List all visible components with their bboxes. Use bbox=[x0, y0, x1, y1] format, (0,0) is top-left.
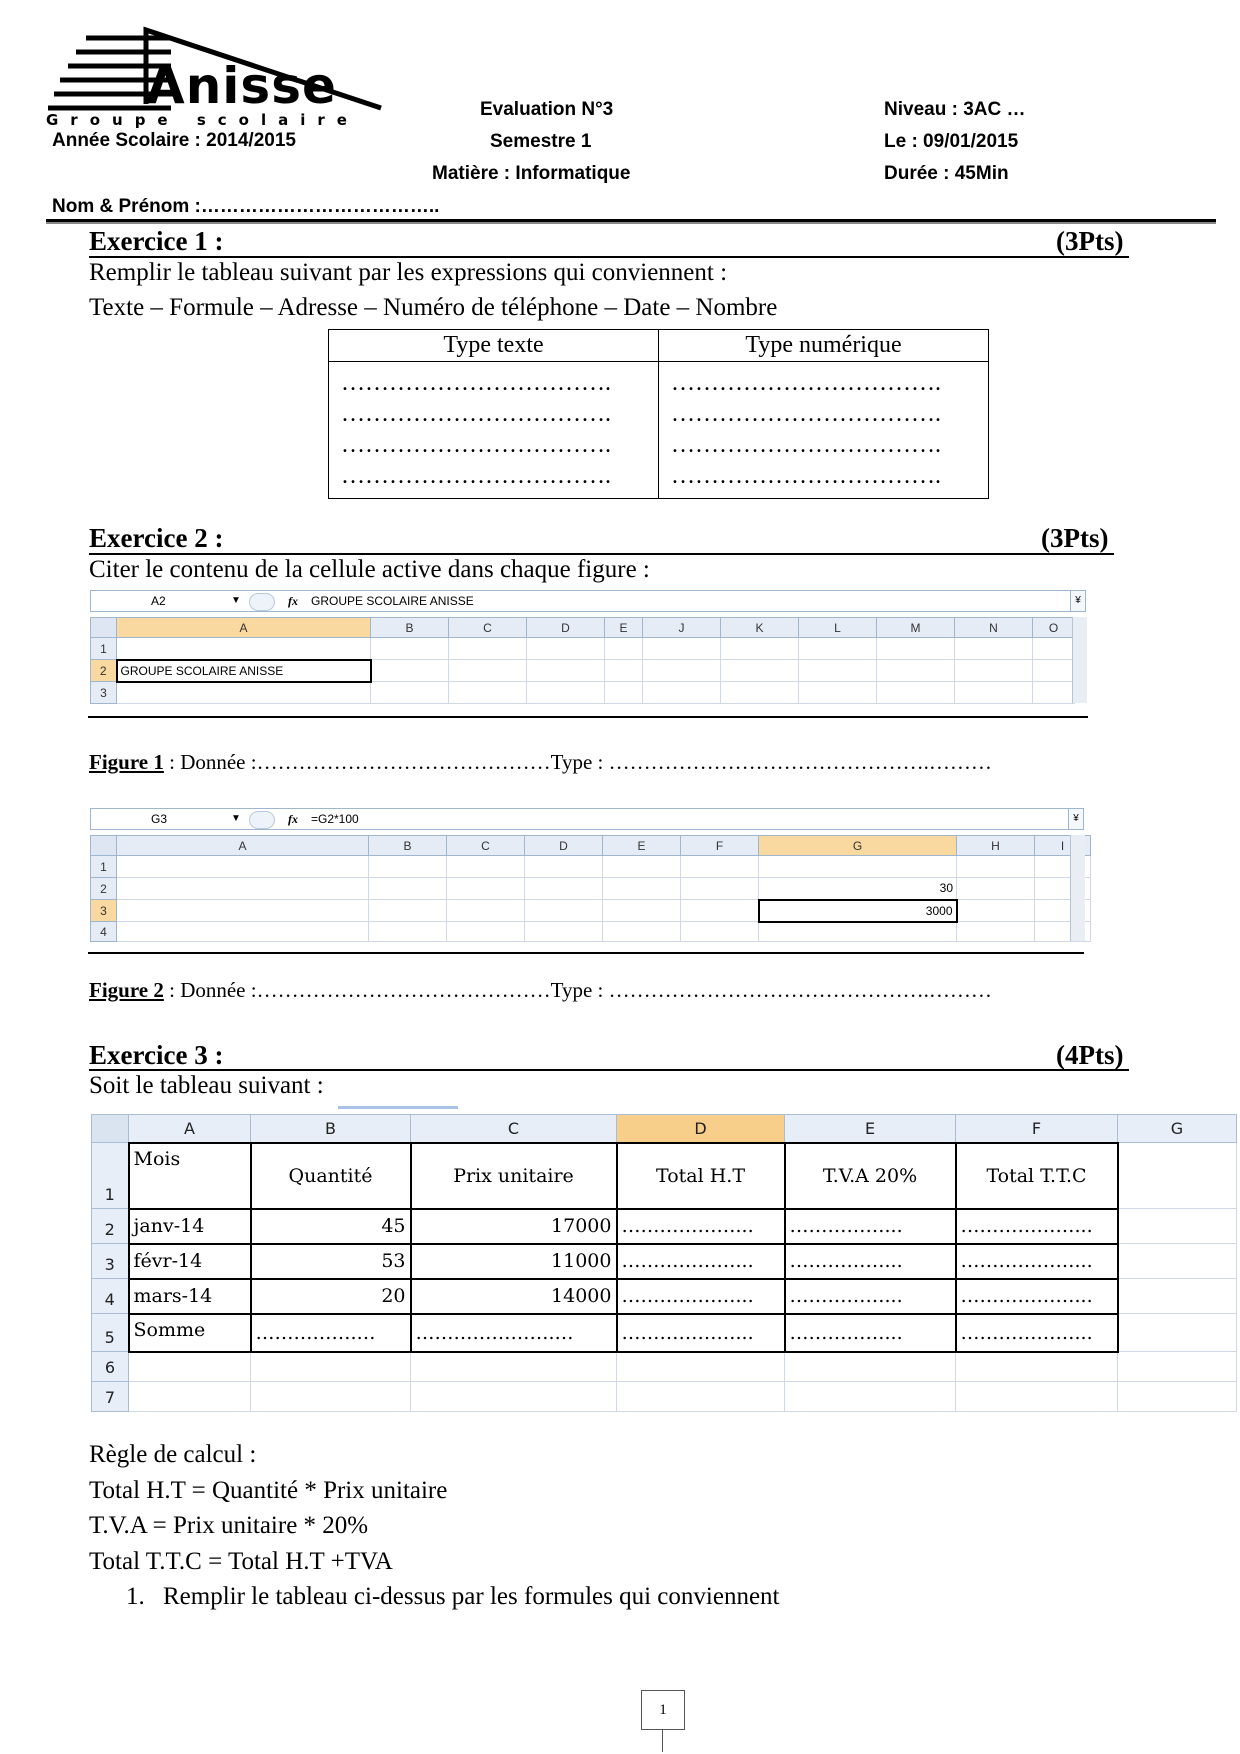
cell-mois[interactable]: janv-14 bbox=[129, 1209, 251, 1244]
cell[interactable] bbox=[525, 900, 603, 922]
formula-bar bbox=[90, 808, 1084, 830]
question-number: 1. bbox=[126, 1583, 145, 1610]
cell[interactable] bbox=[956, 1352, 1118, 1382]
cell[interactable] bbox=[957, 900, 1035, 922]
cell-quantite[interactable]: 20 bbox=[251, 1279, 411, 1314]
header-quantite[interactable]: Quantité bbox=[251, 1143, 411, 1209]
column-header[interactable]: H bbox=[957, 836, 1035, 856]
exercise2-instruction: Citer le contenu de la cellule active dans chaque figure : bbox=[89, 556, 650, 583]
figure2-label: Figure 2 bbox=[89, 978, 164, 1002]
row-header[interactable]: 4 bbox=[92, 1279, 129, 1314]
figure1-label: Figure 1 bbox=[89, 750, 164, 774]
cell[interactable] bbox=[877, 682, 955, 704]
cell-somme-tva[interactable]: ……………... bbox=[785, 1314, 956, 1352]
figure1-answer-line[interactable]: : Donnée :……………………………………Type : ……………………………………….……… bbox=[163, 750, 992, 774]
header-total-ttc[interactable]: Total T.T.C bbox=[956, 1143, 1118, 1209]
cell[interactable] bbox=[527, 660, 605, 682]
sheet-tab-strip bbox=[338, 1106, 458, 1109]
figure1-spreadsheet bbox=[90, 590, 1086, 715]
cell[interactable] bbox=[955, 638, 1033, 660]
exercise1-points: (3Pts) bbox=[1056, 226, 1124, 256]
vertical-scrollbar[interactable] bbox=[1070, 835, 1085, 941]
cell-total-ht[interactable]: ………………... bbox=[617, 1209, 785, 1244]
figure1-bottom-rule bbox=[88, 716, 1088, 718]
cell[interactable] bbox=[117, 856, 369, 878]
cell[interactable] bbox=[957, 856, 1035, 878]
select-all-corner[interactable] bbox=[91, 836, 117, 856]
exam-date: Le : 09/01/2015 bbox=[884, 131, 1019, 152]
column-header[interactable]: J bbox=[643, 618, 721, 638]
cell[interactable] bbox=[1118, 1244, 1237, 1279]
cell-prix[interactable]: 11000 bbox=[411, 1244, 617, 1279]
formula-bar bbox=[90, 590, 1086, 612]
cell[interactable] bbox=[681, 856, 759, 878]
sheet-grid bbox=[90, 835, 1091, 942]
cell[interactable] bbox=[129, 1352, 251, 1382]
cell[interactable] bbox=[799, 660, 877, 682]
exercise2-points: (3Pts) bbox=[1041, 523, 1109, 553]
cell[interactable] bbox=[447, 856, 525, 878]
column-header[interactable]: D bbox=[617, 1115, 785, 1143]
column-header[interactable]: K bbox=[721, 618, 799, 638]
exercise1-title: Exercice 1 : bbox=[89, 226, 224, 256]
cell[interactable] bbox=[449, 638, 527, 660]
cell[interactable] bbox=[1033, 682, 1075, 704]
cell[interactable] bbox=[251, 1382, 411, 1412]
cell[interactable] bbox=[369, 900, 447, 922]
column-header[interactable]: M bbox=[877, 618, 955, 638]
column-header[interactable]: E bbox=[605, 618, 643, 638]
cell[interactable] bbox=[681, 900, 759, 922]
evaluation-number: Evaluation N°3 bbox=[480, 99, 614, 120]
column-header[interactable]: G bbox=[759, 836, 957, 856]
answer-line: ……………………………. bbox=[671, 463, 941, 489]
cell[interactable] bbox=[525, 922, 603, 942]
column-header[interactable]: B bbox=[371, 618, 449, 638]
row-header[interactable]: 2 bbox=[91, 660, 117, 682]
cell[interactable] bbox=[251, 1352, 411, 1382]
row-header[interactable]: 5 bbox=[92, 1314, 129, 1352]
answer-line: ……………………………. bbox=[671, 401, 941, 427]
type-texte-answers[interactable] bbox=[329, 362, 659, 499]
expand-formula-icon[interactable]: ¥ bbox=[1068, 809, 1083, 829]
cell[interactable] bbox=[799, 638, 877, 660]
cell-somme-label[interactable]: Somme bbox=[129, 1314, 251, 1352]
cell-total-ttc[interactable]: ………………... bbox=[956, 1279, 1118, 1314]
cell[interactable] bbox=[643, 638, 721, 660]
cell[interactable] bbox=[449, 660, 527, 682]
cell[interactable] bbox=[721, 660, 799, 682]
row-header[interactable]: 1 bbox=[91, 856, 117, 878]
column-header[interactable]: B bbox=[369, 836, 447, 856]
column-header[interactable]: D bbox=[525, 836, 603, 856]
cell[interactable] bbox=[759, 922, 957, 942]
formula-content[interactable]: GROUPE SCOLAIRE ANISSE bbox=[311, 594, 474, 608]
exercise2-title: Exercice 2 : bbox=[89, 523, 224, 553]
cell-somme-ht[interactable]: ………………... bbox=[617, 1314, 785, 1352]
column-header[interactable]: A bbox=[117, 618, 371, 638]
column-header[interactable]: F bbox=[681, 836, 759, 856]
cell-tva[interactable]: ……………... bbox=[785, 1209, 956, 1244]
fx-icon[interactable]: fx bbox=[288, 812, 298, 826]
answer-line: ……………………………. bbox=[341, 370, 611, 396]
page-number-stem bbox=[662, 1730, 663, 1752]
header-type-numerique: Type numérique bbox=[659, 330, 989, 362]
cell[interactable] bbox=[603, 922, 681, 942]
cell[interactable] bbox=[117, 638, 371, 660]
rule-total-ht: Total H.T = Quantité * Prix unitaire bbox=[89, 1477, 448, 1504]
cell[interactable] bbox=[369, 878, 447, 900]
row-header[interactable]: 3 bbox=[91, 900, 117, 922]
sheet-grid bbox=[91, 1114, 1237, 1412]
logo-subtitle: Groupe scolaire bbox=[46, 111, 359, 129]
cell-total-ttc[interactable]: ………………... bbox=[956, 1244, 1118, 1279]
cell[interactable] bbox=[371, 638, 449, 660]
column-header[interactable]: E bbox=[785, 1115, 956, 1143]
exercise1-terms: Texte – Formule – Adresse – Numéro de téléphone – Date – Nombre bbox=[89, 294, 778, 321]
cell[interactable] bbox=[721, 682, 799, 704]
cell[interactable] bbox=[411, 1382, 617, 1412]
column-header[interactable]: G bbox=[1118, 1115, 1237, 1143]
column-header[interactable]: D bbox=[527, 618, 605, 638]
header-total-ht[interactable]: Total H.T bbox=[617, 1143, 785, 1209]
school-logo bbox=[46, 26, 426, 136]
exercise1-table bbox=[328, 329, 989, 499]
subject: Matière : Informatique bbox=[432, 163, 631, 184]
cell[interactable] bbox=[117, 900, 369, 922]
figure2-spreadsheet bbox=[90, 808, 1084, 953]
cell[interactable] bbox=[447, 922, 525, 942]
header-divider bbox=[46, 219, 1216, 222]
logo-name: Anisse bbox=[146, 57, 337, 115]
cell-mois[interactable]: févr-14 bbox=[129, 1244, 251, 1279]
cell[interactable] bbox=[799, 682, 877, 704]
page-number-box bbox=[641, 1690, 685, 1730]
level: Niveau : 3AC … bbox=[884, 99, 1026, 120]
answer-line: ……………………………. bbox=[341, 432, 611, 458]
cell[interactable] bbox=[449, 682, 527, 704]
cell[interactable] bbox=[759, 856, 957, 878]
column-header[interactable]: C bbox=[449, 618, 527, 638]
exercise3-title: Exercice 3 : bbox=[89, 1040, 224, 1070]
cell[interactable] bbox=[955, 660, 1033, 682]
cell[interactable] bbox=[447, 878, 525, 900]
cell[interactable] bbox=[617, 1352, 785, 1382]
cell-quantite[interactable]: 45 bbox=[251, 1209, 411, 1244]
cell[interactable] bbox=[371, 682, 449, 704]
cell[interactable] bbox=[681, 878, 759, 900]
cell[interactable] bbox=[371, 660, 449, 682]
rules-title: Règle de calcul : bbox=[89, 1441, 257, 1468]
rule-total-ttc: Total T.T.C = Total H.T +TVA bbox=[89, 1548, 393, 1575]
cell[interactable] bbox=[1033, 638, 1075, 660]
figure2-caption bbox=[89, 978, 992, 1003]
chevron-down-icon[interactable]: ▼ bbox=[231, 595, 241, 606]
cell[interactable] bbox=[1033, 660, 1075, 682]
cell-prix[interactable]: 14000 bbox=[411, 1279, 617, 1314]
cell[interactable] bbox=[643, 660, 721, 682]
cell[interactable] bbox=[129, 1382, 251, 1412]
cell[interactable] bbox=[1118, 1314, 1237, 1352]
page-number: 1 bbox=[659, 1702, 667, 1718]
cell[interactable] bbox=[1118, 1352, 1237, 1382]
formula-bar-separator bbox=[249, 811, 275, 829]
active-cell-g3[interactable]: 3000 bbox=[759, 900, 957, 922]
column-header[interactable]: N bbox=[955, 618, 1033, 638]
cell-total-ht[interactable]: ………………... bbox=[617, 1279, 785, 1314]
cell-tva[interactable]: ……………... bbox=[785, 1244, 956, 1279]
exercise1-instruction: Remplir le tableau suivant par les expressions qui conviennent : bbox=[89, 259, 728, 286]
answer-line: ……………………………. bbox=[671, 370, 941, 396]
cell-somme-ttc[interactable]: ………………... bbox=[956, 1314, 1118, 1352]
answer-line: ……………………………. bbox=[671, 432, 941, 458]
cell-prix[interactable]: 17000 bbox=[411, 1209, 617, 1244]
column-header[interactable]: I bbox=[1035, 836, 1091, 856]
column-header[interactable]: B bbox=[251, 1115, 411, 1143]
cell[interactable] bbox=[117, 878, 369, 900]
cell[interactable] bbox=[117, 922, 369, 942]
cell[interactable] bbox=[411, 1352, 617, 1382]
cell[interactable] bbox=[1118, 1382, 1237, 1412]
semester: Semestre 1 bbox=[490, 131, 592, 152]
cell[interactable] bbox=[603, 900, 681, 922]
exercise3-points: (4Pts) bbox=[1056, 1040, 1124, 1070]
column-header[interactable]: A bbox=[117, 836, 369, 856]
figure2-answer-line[interactable]: : Donnée :……………………………………Type : ……………………………………….……… bbox=[163, 978, 992, 1002]
student-name-field[interactable]: Nom & Prénom :……………………………….. bbox=[52, 196, 440, 217]
vertical-scrollbar[interactable] bbox=[1072, 617, 1087, 703]
cell[interactable] bbox=[525, 878, 603, 900]
row-header[interactable]: 2 bbox=[92, 1209, 129, 1244]
duration: Durée : 45Min bbox=[884, 163, 1009, 184]
type-numerique-answers[interactable] bbox=[659, 362, 989, 499]
fx-icon[interactable]: fx bbox=[288, 594, 298, 608]
sheet-grid bbox=[90, 617, 1075, 704]
cell[interactable] bbox=[955, 682, 1033, 704]
cell[interactable] bbox=[957, 878, 1035, 900]
figure2-bottom-rule bbox=[88, 952, 1084, 954]
exercise3-underline bbox=[89, 1069, 1129, 1071]
column-header[interactable]: C bbox=[411, 1115, 617, 1143]
cell[interactable] bbox=[681, 922, 759, 942]
header-mois[interactable]: Mois bbox=[129, 1143, 251, 1209]
exercise1-underline bbox=[89, 256, 1129, 258]
cell[interactable] bbox=[447, 900, 525, 922]
formula-content[interactable]: =G2*100 bbox=[311, 812, 359, 826]
chevron-down-icon[interactable]: ▼ bbox=[231, 813, 241, 824]
cell[interactable] bbox=[785, 1382, 956, 1412]
cell[interactable] bbox=[603, 856, 681, 878]
school-year: Année Scolaire : 2014/2015 bbox=[52, 130, 296, 151]
formula-bar-separator bbox=[249, 593, 275, 611]
rule-tva: T.V.A = Prix unitaire * 20% bbox=[89, 1512, 369, 1539]
cell[interactable] bbox=[527, 638, 605, 660]
cell[interactable] bbox=[785, 1352, 956, 1382]
row-header[interactable]: 6 bbox=[92, 1352, 129, 1382]
exercise2-underline bbox=[89, 553, 1114, 555]
column-header[interactable]: L bbox=[799, 618, 877, 638]
select-all-corner[interactable] bbox=[91, 618, 117, 638]
row-header[interactable]: 4 bbox=[91, 922, 117, 942]
expand-formula-icon[interactable]: ¥ bbox=[1070, 591, 1085, 611]
answer-line: ……………………………. bbox=[341, 463, 611, 489]
header-tva[interactable]: T.V.A 20% bbox=[785, 1143, 956, 1209]
row-header[interactable]: 3 bbox=[92, 1244, 129, 1279]
cell[interactable] bbox=[369, 922, 447, 942]
exercise3-spreadsheet bbox=[91, 1114, 1231, 1412]
cell[interactable] bbox=[527, 682, 605, 704]
row-header[interactable]: 7 bbox=[92, 1382, 129, 1412]
column-header[interactable]: F bbox=[956, 1115, 1118, 1143]
cell[interactable] bbox=[603, 878, 681, 900]
cell-total-ht[interactable]: ………………... bbox=[617, 1244, 785, 1279]
cell[interactable] bbox=[605, 638, 643, 660]
cell[interactable] bbox=[369, 856, 447, 878]
cell[interactable] bbox=[877, 660, 955, 682]
cell[interactable] bbox=[117, 682, 371, 704]
cell[interactable] bbox=[617, 1382, 785, 1412]
column-header[interactable]: C bbox=[447, 836, 525, 856]
column-header[interactable]: A bbox=[129, 1115, 251, 1143]
row-header[interactable]: 2 bbox=[91, 878, 117, 900]
column-header[interactable]: E bbox=[603, 836, 681, 856]
name-box[interactable]: A2 bbox=[151, 594, 166, 608]
name-box[interactable]: G3 bbox=[151, 812, 168, 826]
cell[interactable] bbox=[605, 682, 643, 704]
cell[interactable] bbox=[956, 1382, 1118, 1412]
cell[interactable] bbox=[643, 682, 721, 704]
figure1-caption bbox=[89, 750, 992, 775]
cell-somme-quantite[interactable]: …………….… bbox=[251, 1314, 411, 1352]
select-all-corner[interactable] bbox=[92, 1115, 129, 1143]
row-header[interactable]: 1 bbox=[92, 1143, 129, 1209]
row-header[interactable]: 1 bbox=[91, 638, 117, 660]
cell[interactable] bbox=[605, 660, 643, 682]
cell-total-ttc[interactable]: ………………... bbox=[956, 1209, 1118, 1244]
answer-line: ……………………………. bbox=[341, 401, 611, 427]
cell[interactable] bbox=[721, 638, 799, 660]
cell[interactable] bbox=[525, 856, 603, 878]
question-text: Remplir le tableau ci-dessus par les formules qui conviennent bbox=[163, 1583, 780, 1610]
column-header[interactable]: O bbox=[1033, 618, 1075, 638]
cell[interactable] bbox=[1118, 1279, 1237, 1314]
cell-somme-prix[interactable]: ………………….… bbox=[411, 1314, 617, 1352]
cell[interactable] bbox=[877, 638, 955, 660]
cell-g2[interactable]: 30 bbox=[759, 878, 957, 900]
row-header[interactable]: 3 bbox=[91, 682, 117, 704]
exercise3-instruction: Soit le tableau suivant : bbox=[89, 1072, 324, 1099]
header-prix-unitaire[interactable]: Prix unitaire bbox=[411, 1143, 617, 1209]
cell[interactable] bbox=[1118, 1143, 1237, 1209]
cell-quantite[interactable]: 53 bbox=[251, 1244, 411, 1279]
cell-mois[interactable]: mars-14 bbox=[129, 1279, 251, 1314]
active-cell-a2[interactable]: GROUPE SCOLAIRE ANISSE bbox=[117, 660, 371, 682]
cell[interactable] bbox=[957, 922, 1035, 942]
header-type-texte: Type texte bbox=[329, 330, 659, 362]
cell[interactable] bbox=[1118, 1209, 1237, 1244]
cell-tva[interactable]: ……………... bbox=[785, 1279, 956, 1314]
